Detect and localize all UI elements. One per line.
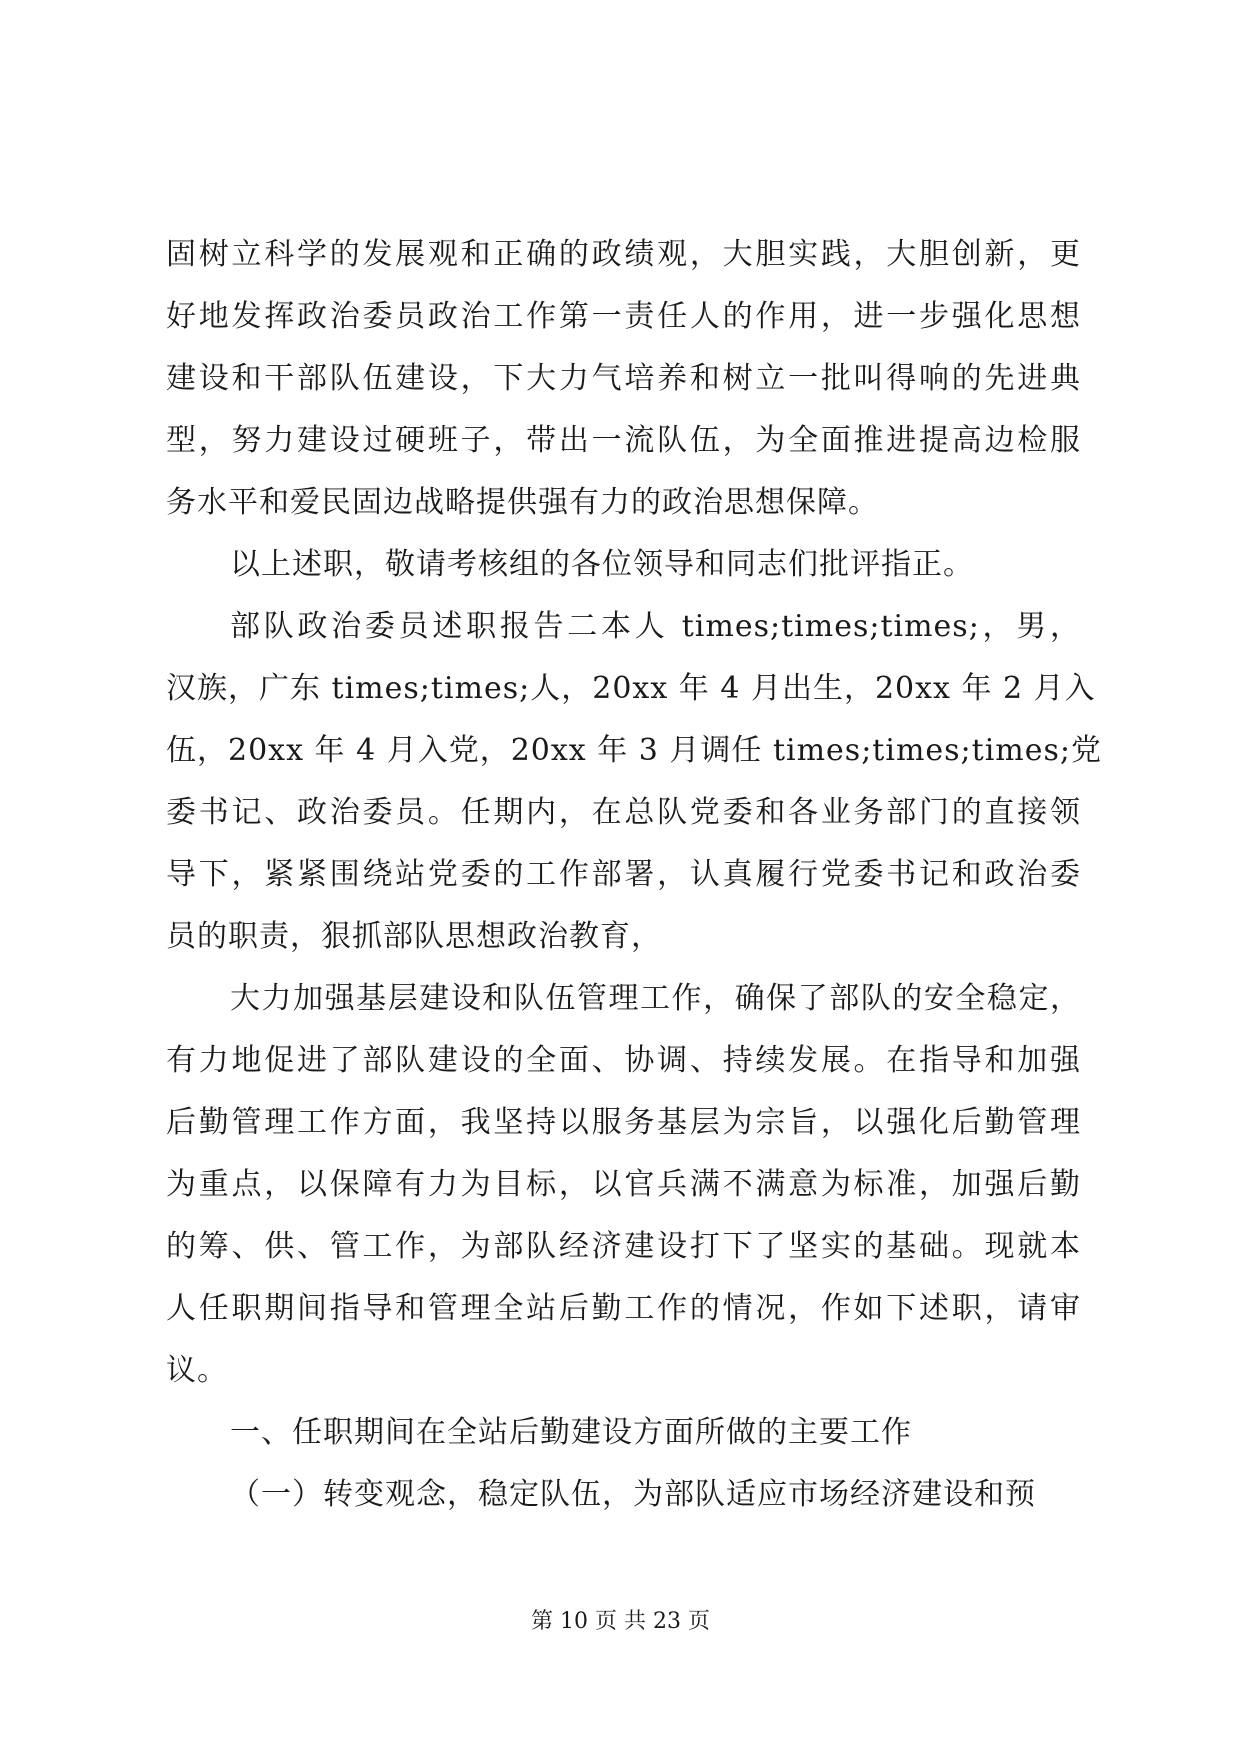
- text-line: 伍，20xx 年 4 月入党，20xx 年 3 月调任 times;times;times;党: [166, 733, 1103, 768]
- text-line: 型，努力建设过硬班子，带出一流队伍，为全面推进提高边检服: [166, 423, 1081, 458]
- text-line: 委书记、政治委员。任期内，在总队党委和各业务部门的直接领: [166, 795, 1081, 830]
- paragraph-4: [166, 968, 1081, 1402]
- paragraph-3: [166, 596, 1103, 968]
- text-line: 导下，紧紧围绕站党委的工作部署，认真履行党委书记和政治委: [166, 857, 1081, 892]
- text-line: 一、任职期间在全站后勤建设方面所做的主要工作: [230, 1415, 912, 1450]
- text-line: （一）转变观念，稳定队伍，为部队适应市场经济建设和预: [230, 1477, 1036, 1512]
- text-line: 有力地促进了部队建设的全面、协调、持续发展。在指导和加强: [166, 1043, 1081, 1078]
- page-footer: 第 10 页 共 23 页: [531, 1609, 710, 1634]
- text-line: 好地发挥政治委员政治工作第一责任人的作用，进一步强化思想: [166, 299, 1081, 334]
- text-line: 大力加强基层建设和队伍管理工作，确保了部队的安全稳定，: [230, 981, 1081, 1016]
- text-line: 后勤管理工作方面，我坚持以服务基层为宗旨，以强化后勤管理: [166, 1105, 1081, 1140]
- text-line: 员的职责，狠抓部队思想政治教育，: [166, 919, 662, 954]
- text-line: 以上述职，敬请考核组的各位领导和同志们批评指正。: [230, 547, 974, 582]
- text-line: 务水平和爱民固边战略提供强有力的政治思想保障。: [166, 485, 879, 520]
- paragraph-5: [166, 1402, 1081, 1464]
- text-line: 固树立科学的发展观和正确的政绩观，大胆实践，大胆创新，更: [166, 237, 1081, 272]
- text-line: 议。: [166, 1353, 228, 1388]
- paragraph-2: [166, 534, 1081, 596]
- text-line: 建设和干部队伍建设，下大力气培养和树立一批叫得响的先进典: [166, 361, 1081, 396]
- document-body: [166, 224, 1103, 1526]
- text-line: 人任职期间指导和管理全站后勤工作的情况，作如下述职，请审: [166, 1291, 1081, 1326]
- text-line: 的筹、供、管工作，为部队经济建设打下了坚实的基础。现就本: [166, 1229, 1081, 1264]
- paragraph-1: [166, 224, 1081, 534]
- text-line: 为重点，以保障有力为目标，以官兵满不满意为标准，加强后勤: [166, 1167, 1081, 1202]
- paragraph-6: [166, 1464, 1081, 1526]
- text-line: 部队政治委员述职报告二本人 times;times;times;，男，: [230, 609, 1081, 644]
- text-line: 汉族，广东 times;times;人，20xx 年 4 月出生，20xx 年 2 月入: [166, 671, 1096, 706]
